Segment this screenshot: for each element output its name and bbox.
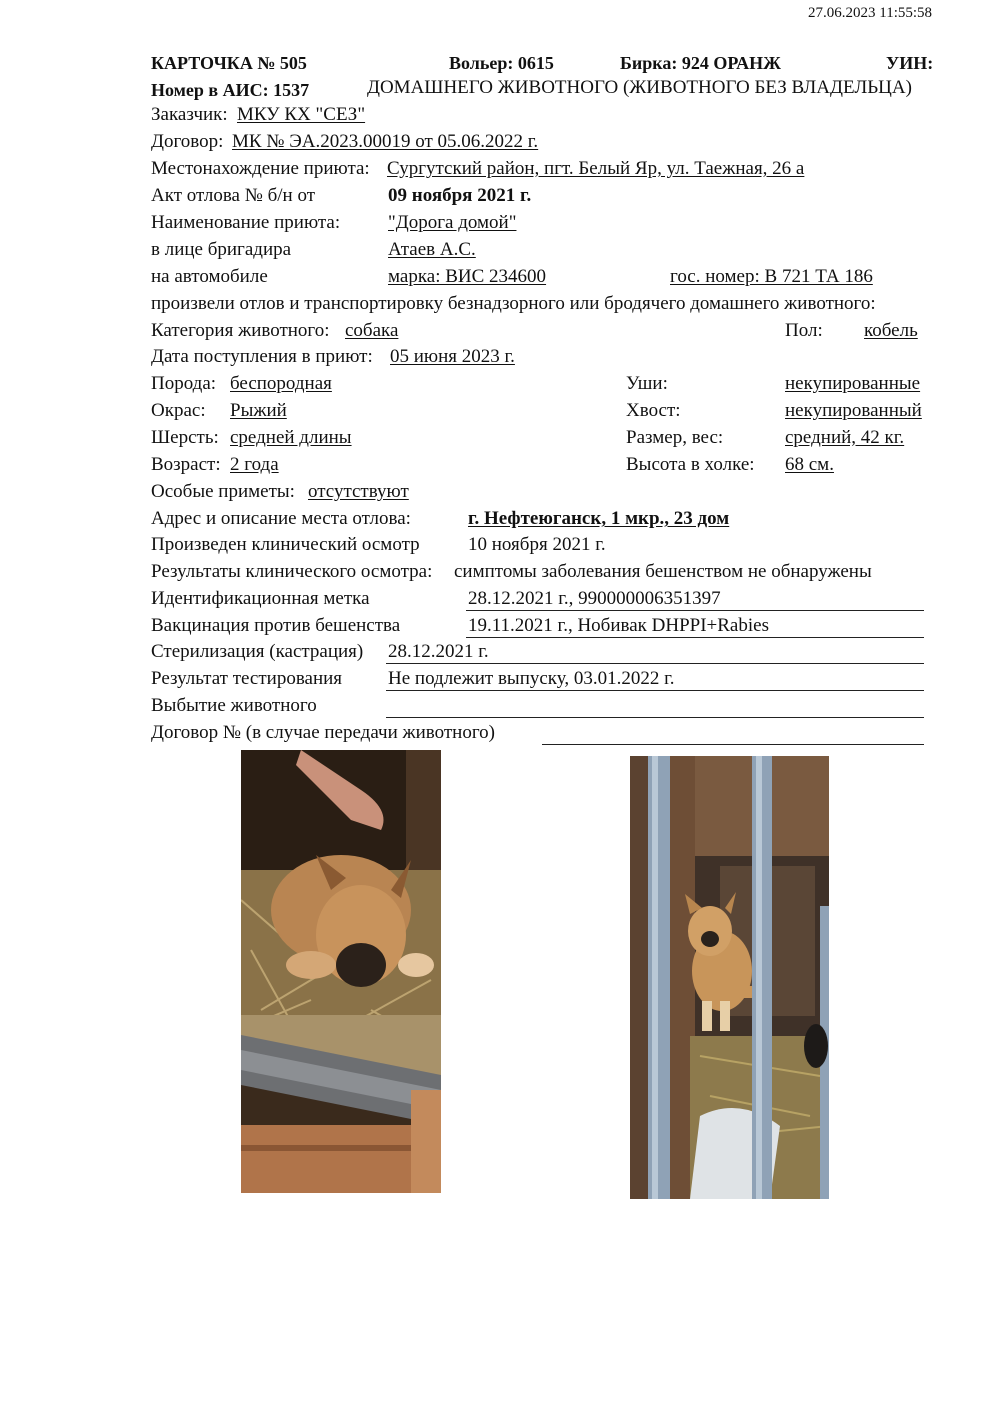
height-value: 68 см. (785, 454, 834, 475)
capture-act-label: Акт отлова № б/н от (151, 185, 316, 206)
breed-label: Порода: (151, 373, 217, 394)
card-number: КАРТОЧКА № 505 (151, 53, 307, 73)
size-value: средний, 42 кг. (785, 427, 905, 448)
color-value: Рыжий (230, 400, 287, 421)
shelter-location-value: Сургутский район, пгт. Белый Яр, ул. Таежная, 26 а (387, 158, 805, 179)
category-value: собака (345, 320, 399, 341)
aviary-number: Вольер: 0615 (449, 53, 554, 73)
sterilization-label: Стерилизация (кастрация) (151, 641, 364, 662)
tag-number: Бирка: 924 ОРАНЖ (620, 53, 781, 73)
uin-label: УИН: (886, 53, 934, 73)
tail-value: некупированный (785, 400, 922, 421)
special-marks-value: отсутствуют (308, 481, 409, 502)
foreman-label: в лице бригадира (151, 239, 292, 260)
contract-value: МК № ЭА.2023.00019 от 05.06.2022 г. (232, 131, 539, 152)
exam-results-value: симптомы заболевания бешенством не обнаружены (454, 561, 872, 582)
ears-value: некупированные (785, 373, 921, 394)
special-marks-label: Особые приметы: (151, 481, 295, 502)
departure-line (386, 717, 924, 718)
capture-address-label: Адрес и описание места отлова: (151, 508, 411, 529)
print-timestamp: 27.06.2023 11:55:58 (808, 5, 933, 21)
size-label: Размер, вес: (626, 427, 724, 448)
test-result-line (386, 690, 924, 691)
shelter-location-label: Местонахождение приюта: (151, 158, 370, 179)
sex-label: Пол: (785, 320, 823, 341)
transfer-contract-line (542, 744, 924, 745)
color-label: Окрас: (151, 400, 206, 421)
capture-address-value: г. Нефтеюганск, 1 мкр., 23 дом (468, 508, 730, 529)
customer-value: МКУ КХ "СЕЗ" (237, 104, 366, 125)
shelter-name-label: Наименование приюта: (151, 212, 341, 233)
id-mark-value: 28.12.2021 г., 990000006351397 (468, 588, 721, 609)
test-result-value: Не подлежит выпуску, 03.01.2022 г. (388, 668, 675, 689)
capture-statement: произвели отлов и транспортировку безнадзорного или бродячего домашнего животного: (151, 293, 876, 314)
contract-label: Договор: (151, 131, 224, 152)
foreman-value: Атаев А.С. (388, 239, 476, 260)
sterilization-line (386, 663, 924, 664)
age-label: Возраст: (151, 454, 221, 475)
vehicle-label: на автомобиле (151, 266, 268, 287)
ears-label: Уши: (626, 373, 668, 394)
height-label: Высота в холке: (626, 454, 755, 475)
exam-results-label: Результаты клинического осмотра: (151, 561, 433, 582)
arrival-label: Дата поступления в приют: (151, 346, 373, 367)
vaccination-label: Вакцинация против бешенства (151, 615, 401, 636)
dog-photo-straw (241, 750, 441, 1193)
category-label: Категория животного: (151, 320, 330, 341)
vaccination-value: 19.11.2021 г., Нобивак DHPPI+Rabies (468, 615, 769, 636)
fur-label: Шерсть: (151, 427, 219, 448)
sex-value: кобель (864, 320, 918, 341)
ais-number: Номер в АИС: 1537 (151, 80, 310, 100)
vehicle-brand: марка: ВИС 234600 (388, 266, 547, 287)
arrival-value: 05 июня 2023 г. (390, 346, 515, 367)
test-result-label: Результат тестирования (151, 668, 343, 689)
exam-label: Произведен клинический осмотр (151, 534, 420, 555)
card-subtitle: ДОМАШНЕГО ЖИВОТНОГО (ЖИВОТНОГО БЕЗ ВЛАДЕЛЬЦА) (367, 77, 912, 98)
age-value: 2 года (230, 454, 279, 475)
exam-date: 10 ноября 2021 г. (468, 534, 606, 555)
customer-label: Заказчик: (151, 104, 228, 125)
vaccination-line (466, 637, 924, 638)
vehicle-plate: гос. номер: В 721 ТА 186 (670, 266, 873, 287)
fur-value: средней длины (230, 427, 352, 448)
breed-value: беспородная (230, 373, 332, 394)
shelter-name-value: "Дорога домой" (388, 212, 517, 233)
id-mark-label: Идентификационная метка (151, 588, 370, 609)
departure-label: Выбытие животного (151, 695, 317, 716)
transfer-contract-label: Договор № (в случае передачи животного) (151, 722, 495, 743)
tail-label: Хвост: (626, 400, 681, 421)
sterilization-value: 28.12.2021 г. (388, 641, 489, 662)
id-mark-line (466, 610, 924, 611)
dog-photo-bars (630, 756, 829, 1199)
capture-act-date: 09 ноября 2021 г. (388, 185, 532, 206)
